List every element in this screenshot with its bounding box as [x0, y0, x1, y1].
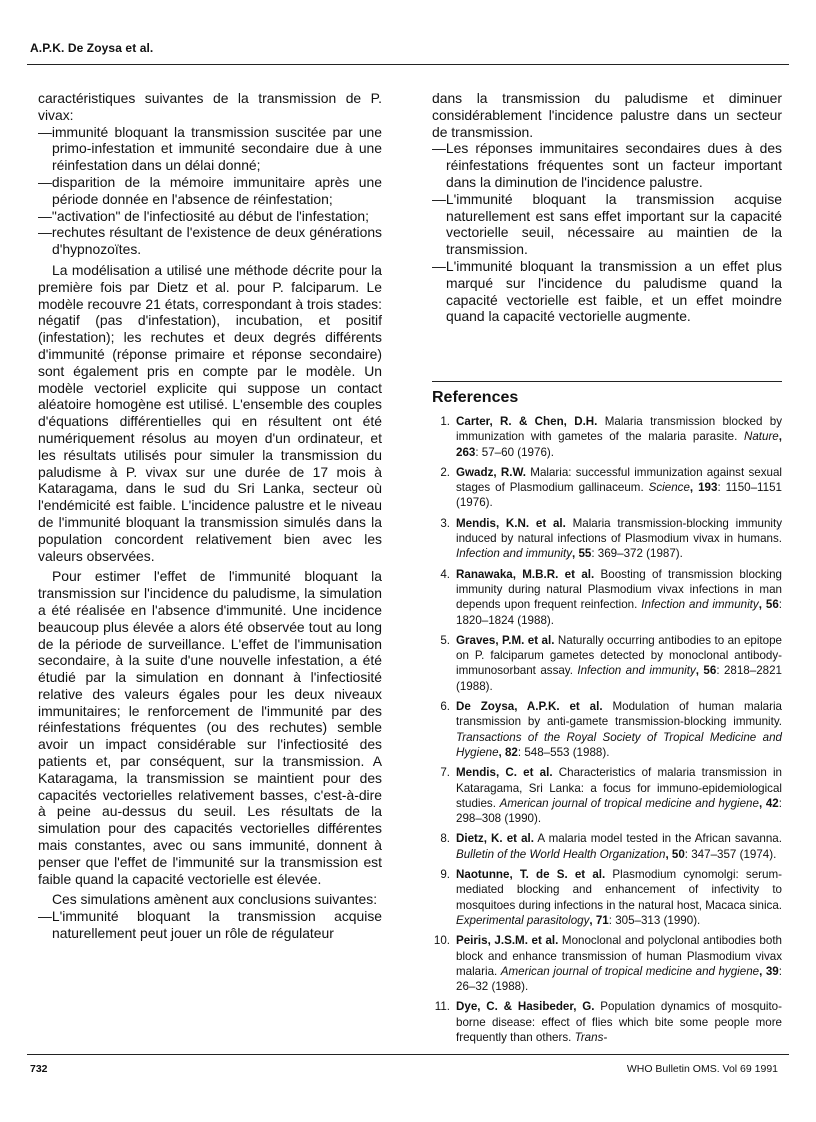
- reference-item: [432, 867, 782, 928]
- reference-authors: Carter, R. & Chen, D.H.: [456, 415, 598, 428]
- reference-authors: Dietz, K. et al.: [456, 832, 534, 846]
- right-column: [432, 90, 782, 325]
- reference-volume: , 193: [689, 481, 718, 495]
- reference-volume: , 82: [498, 745, 518, 759]
- journal-footer: WHO Bulletin OMS. Vol 69 1991: [626, 1063, 778, 1075]
- page-number: 732: [30, 1063, 48, 1075]
- reference-item: [432, 516, 782, 562]
- reference-number: 4.: [440, 567, 450, 581]
- reference-number: 2.: [440, 465, 450, 479]
- reference-journal: Trans-: [574, 1030, 608, 1044]
- paragraph: Ces simulations amènent aux conclusions suivantes:: [52, 891, 378, 908]
- bullet-item: —Les réponses immunitaires secondaires dues à des réinfestations fréquentes sont un facteur important dans la diminution de l'incidence palustre.: [432, 140, 782, 190]
- bullet-item: —"activation" de l'infectiosité au début de l'infestation;: [38, 207, 369, 224]
- reference-journal: Transactions of the Royal Society of Tropical Medicine and Hygiene: [456, 730, 782, 759]
- reference-journal: Bulletin of the World Health Organization: [456, 847, 666, 861]
- reference-item: [432, 633, 782, 694]
- reference-journal: Experimental parasitology: [456, 913, 590, 927]
- reference-item: [432, 414, 782, 460]
- references-heading: References: [432, 389, 519, 406]
- reference-volume: , 39: [759, 964, 779, 978]
- reference-text: Mendis, C. et al. Characteristics of malaria transmission in Kataragama, Sri Lanka: a focus for immuno-epidemiological studies. American journal of tropical medicine and hygiene, 42: 298–308 (1990).: [456, 766, 782, 826]
- reference-journal: Infection and immunity: [577, 664, 696, 678]
- reference-volume: , 71: [589, 913, 609, 927]
- reference-item: [432, 831, 782, 862]
- reference-authors: Dye, C. & Hasibeder, G.: [456, 1000, 595, 1014]
- reference-item: [432, 999, 782, 1045]
- bullet-item: —disparition de la mémoire immunitaire après une période donnée en l'absence de réinfestation;: [38, 173, 382, 207]
- reference-authors: Graves, P.M. et al.: [456, 633, 555, 647]
- reference-volume: , 42: [758, 796, 779, 810]
- reference-number: 10.: [433, 934, 450, 948]
- bullet-item: —immunité bloquant la transmission suscitée par une primo-infestation et immunité secondaire due à une réinfestation dans un délai donné;: [38, 123, 382, 174]
- reference-text: Carter, R. & Chen, D.H. Malaria transmission blocked by immunization with gametes of the malaria parasite. Nature, 263: 57–60 (1976).: [456, 415, 782, 459]
- reference-authors: Mendis, C. et al.: [456, 766, 553, 780]
- left-column: [38, 90, 382, 942]
- reference-authors: Mendis, K.N. et al.: [456, 516, 566, 530]
- bullet-item: —L'immunité bloquant la transmission acquise naturellement est sans effet important sur la capacité vectorielle seuil, nécessaire au maintien de la transmission.: [432, 190, 782, 258]
- reference-authors: Naotunne, T. de S. et al.: [456, 868, 606, 882]
- reference-number: 7.: [440, 766, 450, 780]
- reference-text: Gwadz, R.W. Malaria: successful immunization against sexual stages of Plasmodium gallinaceum. Science, 193: 1150–1151 (1976).: [456, 465, 782, 510]
- reference-number: 3.: [440, 516, 450, 530]
- bullet-item: —L'immunité bloquant la transmission a un effet plus marqué sur l'incidence du paludisme quand la capacité vectorielle est faible, et un effet moindre quand la capacité vectorielle augmente.: [432, 257, 782, 325]
- reference-journal: American journal of tropical medicine and hygiene: [499, 796, 759, 810]
- reference-item: [432, 699, 782, 760]
- reference-volume: , 263: [456, 430, 782, 459]
- footer-rule: [27, 1054, 789, 1055]
- paragraph: Pour estimer l'effet de l'immunité bloquant la transmission sur l'incidence du paludisme, la simulation a été réalisée en l'absence d'immunité. Une incidence beaucoup plus élevée a alors été observée tout au long de la période de surveillance. L'effet de l'immunisation secondaire, à la suite d'une nouvelle infestation, a été étudié par la simulation en donnant à l'infectiosité relative des valeurs égales pour les deux niveaux immunitaires; le renforcement de l'immunité par des réinfestations fréquentes (ou des rechutes) semble avoir un impact considérable sur l'infectiosité des patients et, par conséquent, sur la transmission. A Kataragama, la transmission se maintient pour des capacités vectorielles relativement basses, c'est-à-dire à peine au-dessus du seuil. Les résultats de la simulation pour des capacités vectorielles différentes mais constantes, avec ou sans immunité, donnent à penser que l'effet de l'immunité sur la transmission est faible quand la capacité vectorielle est élevée.: [38, 568, 382, 887]
- reference-volume: , 56: [758, 598, 779, 612]
- reference-item: [432, 465, 782, 511]
- reference-text: Graves, P.M. et al. Naturally occurring antibodies to an epitope on P. falciparum gametes detected by monoclonal antibody-immunosorbant assay. Infection and immunity, 56: 2818–2821 (1988).: [456, 633, 782, 693]
- reference-text: Mendis, K.N. et al. Malaria transmission-blocking immunity induced by natural infections of Plasmodium vivax in humans. Infection and immunity, 55: 369–372 (1987).: [456, 516, 782, 561]
- reference-number: 9.: [440, 868, 450, 882]
- reference-number: 11.: [434, 1000, 450, 1014]
- reference-authors: De Zoysa, A.P.K. et al.: [456, 700, 603, 714]
- paragraph: La modélisation a utilisé une méthode décrite pour la première fois par Dietz et al. pour P. falciparum. Le modèle recouvre 21 états, correspondant à trois stades: négatif (pas d'infestation), incubation, et positif (infestation); les rechutes et deux degrés différents d'immunité (réponse primaire et réponse secondaire) sont également pris en compte par le modèle. Un modèle vectoriel explicite qui suppose un contact aléatoire homogène est utilisé. L'ensemble des couples d'équations différentielles qui en résultent ont été numériquement résolus au moyen d'un ordinateur, et les résultats utilisés pour simuler la transmission du paludisme à P. vivax sur une durée de 17 mois à Kataragama, dans le sud du Sri Lanka, secteur où l'endémicité est faible. L'incidence palustre et le niveau de l'immunité bloquant la transmission simulés dans la population concordent relativement bien avec les valeurs observées.: [38, 261, 382, 564]
- reference-number: 1.: [440, 415, 450, 428]
- reference-text: Naotunne, T. de S. et al. Plasmodium cynomolgi: serum-mediated blocking and enhancement of infectivity to mosquitoes during infections in the natural host, Macaca sinica. Experimental parasitology, 71: 305–313 (1990).: [456, 868, 782, 927]
- reference-volume: , 55: [572, 547, 592, 561]
- reference-volume: , 50: [665, 847, 685, 861]
- reference-authors: Peiris, J.S.M. et al.: [456, 934, 559, 948]
- reference-number: 8.: [440, 832, 450, 846]
- reference-number: 5.: [440, 633, 450, 647]
- reference-item: [432, 765, 782, 826]
- reference-text: Ranawaka, M.B.R. et al. Boosting of transmission blocking immunity during natural Plasmodium vivax infections in man depends upon frequent reinfection. Infection and immunity, 56: 1820–1824 (1988).: [456, 567, 783, 627]
- header-rule: [27, 64, 789, 65]
- reference-text: Dietz, K. et al. A malaria model tested in the African savanna. Bulletin of the World Health Organization, 50: 347–357 (1974).: [456, 832, 782, 861]
- bullet-item: —L'immunité bloquant la transmission acquise naturellement peut jouer un rôle de régulateur: [38, 908, 382, 942]
- reference-text: Dye, C. & Hasibeder, G. Population dynamics of mosquito-borne disease: effect of flies which bite some people more frequently than others. Trans-: [456, 1000, 782, 1044]
- reference-journal: Nature: [743, 430, 779, 444]
- reference-number: 6.: [440, 700, 450, 714]
- intro-text: caractéristiques suivantes de la transmission de P. vivax:: [38, 90, 382, 123]
- references-rule: [432, 381, 782, 382]
- bullet-item: —rechutes résultant de l'existence de deux générations d'hypnozoïtes.: [38, 224, 382, 258]
- reference-text: Peiris, J.S.M. et al. Monoclonal and polyclonal antibodies both block and enhance transmission of human Plasmodium vivax malaria. American journal of tropical medicine and hygiene, 39: 26–32 (1988).: [456, 934, 782, 994]
- reference-item: [432, 567, 782, 628]
- paragraph: dans la transmission du paludisme et diminuer considérablement l'incidence palustre dans un secteur de transmission.: [432, 90, 782, 140]
- reference-journal: Science: [648, 481, 690, 495]
- reference-journal: Infection and immunity: [456, 547, 572, 561]
- running-head: A.P.K. De Zoysa et al.: [30, 41, 154, 55]
- reference-journal: Infection and immunity: [641, 598, 759, 612]
- reference-journal: American journal of tropical medicine and hygiene: [500, 964, 760, 978]
- reference-authors: Gwadz, R.W.: [456, 465, 526, 479]
- references-list: [432, 414, 782, 1050]
- reference-text: De Zoysa, A.P.K. et al. Modulation of human malaria transmission by anti-gamete transmission-blocking immunity. Transactions of the Royal Society of Tropical Medicine and Hygiene, 82: 548–553 (1988).: [456, 700, 782, 759]
- reference-item: [432, 933, 782, 994]
- reference-authors: Ranawaka, M.B.R. et al.: [456, 567, 595, 581]
- reference-volume: , 56: [695, 664, 717, 678]
